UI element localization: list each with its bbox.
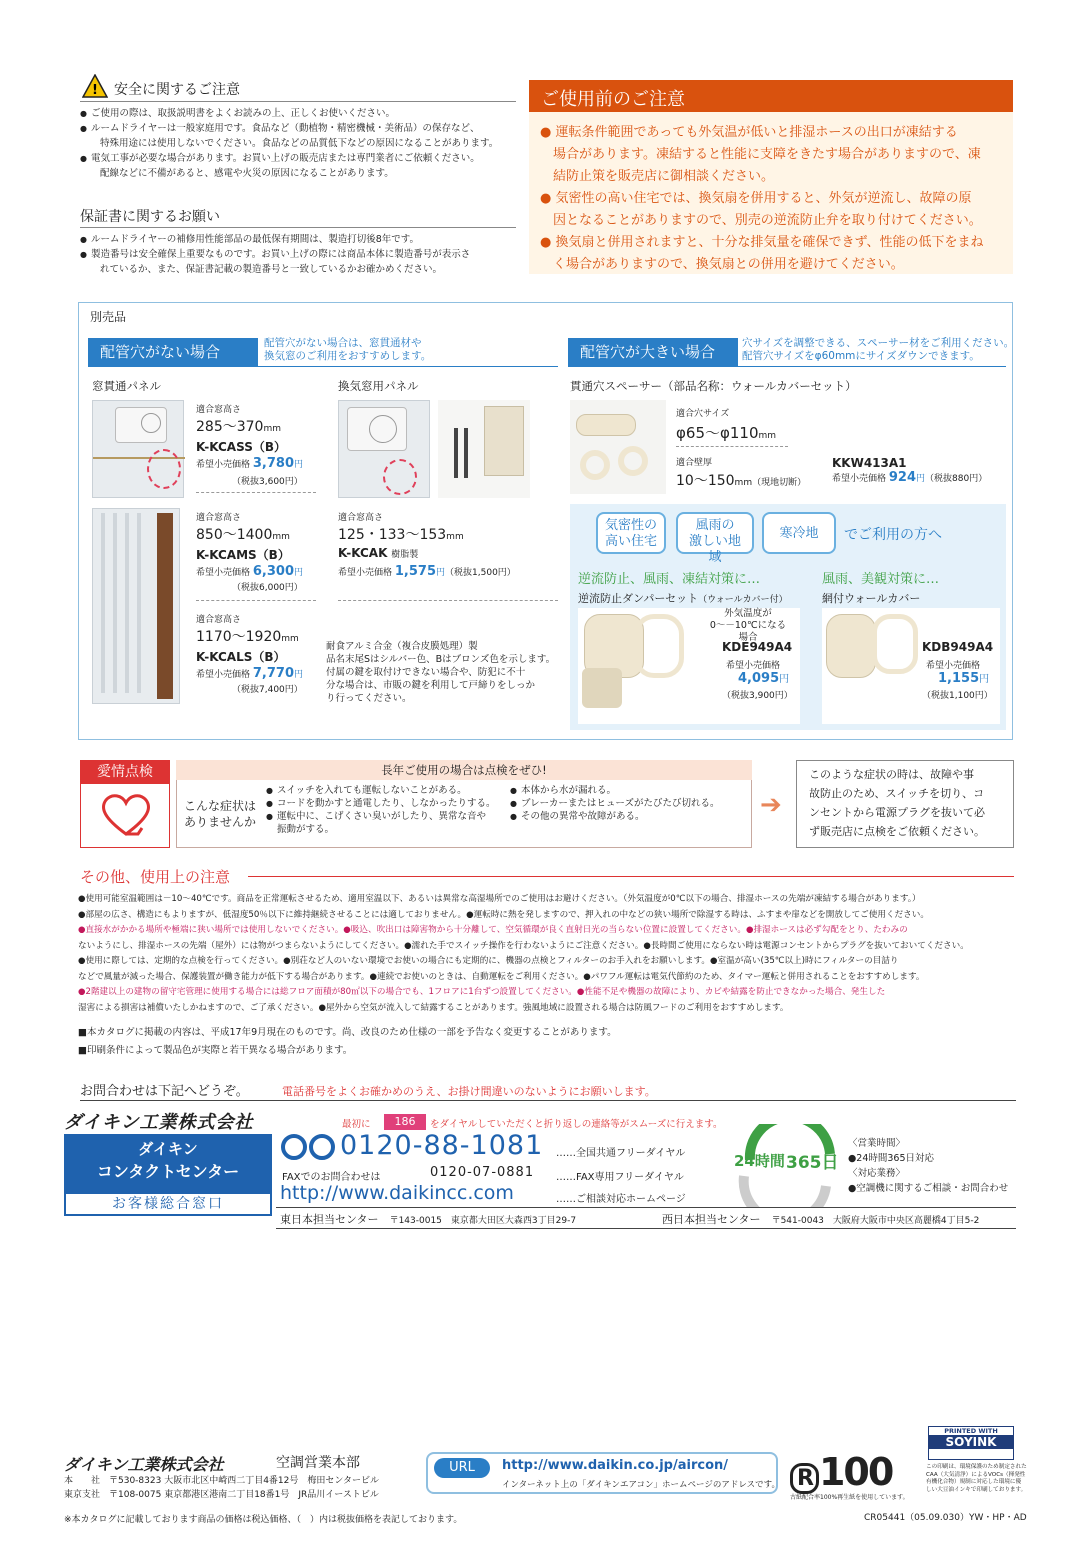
damper-model: KDE949A4 xyxy=(722,640,793,654)
precaution-list: ● 運転条件範囲であっても外気温が低いと排湿ホースの出口が凍結する 場合があります。凍結すると性能に支障をきたす場合がありますので、凍 結防止策を販売店に御相談ください。 ● 気密性の高い住宅では、換気扇を併用すると、外気が逆流し、故障の原 因となることがありますので、別売の逆流防止弁を取り付けてください。 ● 換気扇と併用されますと、十分な排気量を確保できず、性能の低下をまね く場合がありますので、換気扇との併用を避けてください。 xyxy=(540,125,984,272)
contact-center-sub: お客様総合窓口 xyxy=(66,1194,270,1214)
spacer-wall: 10〜150mm（現地切断） xyxy=(676,473,807,489)
other-title: その他、使用上の注意 xyxy=(80,868,231,886)
inspection-badge: 愛情点検 xyxy=(80,760,170,784)
kcak-parts-image xyxy=(438,400,530,498)
kcass-price: 希望小売価格 3,780円 xyxy=(196,456,304,471)
freedial-number: 0120-88-1081 xyxy=(340,1130,544,1161)
inspection-col1: ● スイッチを入れても運転しないことがある。 ● コードを動かすと通電したり、しなかったりする。 ● 運転中に、こげくさい臭いがしたり、異常な音や 振動がする。 xyxy=(266,784,506,836)
soy-note: この印刷は、環境保護のため制定された CAA（大気清浄）によるVOCs（揮発性 有機化合物）規制に対応した環境に優 しい大豆油インキで印刷しております。 xyxy=(926,1464,1027,1493)
no-hole-note: 配管穴がない場合は、窓貫通材や 換気窓のご利用をおすすめします。 xyxy=(264,337,432,362)
footer-company: ダイキン工業株式会社 xyxy=(64,1455,224,1474)
west-center: 西日本担当センター 〒541-0043 大阪府大阪市中央区高麗橋4丁目5-2 xyxy=(662,1213,980,1226)
kcals-range: 1170〜1920mm xyxy=(196,629,299,645)
kcams-image xyxy=(92,508,180,704)
other-notes: ■本カタログに掲載の内容は、平成17年9月現在のものです。尚、改良のため仕様の一部を予告なく変更することがあります。 ■印刷条件によって製品色が実際と若干異なる場合があります。 xyxy=(78,1027,617,1056)
fax-number: 0120-07-0881 xyxy=(430,1165,535,1180)
inspection-col2: ● 本体から水が漏れる。 ● ブレーカーまたはヒューズがたびたび切れる。 ● その他の異常や故障がある。 xyxy=(510,784,750,823)
tag-windy: 風雨の 激しい地域 xyxy=(676,512,754,554)
kcams-range: 850〜1400mm xyxy=(196,527,290,543)
hours-24: 24時間 xyxy=(734,1152,785,1170)
kcak-model: K-KCAK 樹脂製 xyxy=(338,546,419,560)
other-lines: ●使用可能室温範囲は－10〜40℃です。商品を正常運転させるため、適用室温以下、あるいは異常な高湿場所でのご使用はお避けください。（外気温度が0℃以下の場合、排湿ホースの先端が凍結する場合があります。） ●部屋の広さ、構造にもよりますが、低湿度50％以下に維持継続させることには適しておりません。●運転時に熱を発しますので、押入れの中などの狭い場所で除湿する時は、ふすまや扉などを開放してご使用ください。 ●直接水がかかる場所や極端に狭い場所では使用しないでください。●吸込、吹出口は障害物から十分離して、空気循環が良く直射日光の当らない位置に設置してください。●排湿ホースは必ず勾配をとり、たわみの ないようにし、排湿ホースの先端（屋外）には物がつまらないようにしてください。●濡れた手でスイッチ操作を行わないようにご注意ください。●長時間ご使用にならない時は電源コンセントからプラグを抜いておいてください。 ●使用に際しては、定期的な点検を行ってください。●別荘など人のいない環境でお使いの場合にも定期的に、機器の点検とフィルターのお手入れをお願いします。●室温が高い(35℃以上)時にフィルターの目詰り などで風量が減った場合、保護装置が働き能力が低下する場合があります。●連続でお使いのときは、自動運転をご利用ください。●パワフル運転は電気代節約のため、タイマー運転と併用されることをおすすめします。 ●2階建以上の建物の留守宅管理に使用する場合には総フロア面積が80㎡以下の場合でも、1フロアに1台ずつ設置してください。●性能不足や機器の故障により、カビや結露を防止できなかった場合、発生した 湿害による損害は補償いたしかねますので、ご了承ください。●屋外から空気が流入して結露することがあります。強風地域に設置される場合は防風フードのご利用をおすすめします。 xyxy=(78,894,969,1013)
svg-text:!: ! xyxy=(92,83,98,98)
options-title: 別売品 xyxy=(90,310,127,324)
vent-panel-title: 換気窓用パネル xyxy=(338,379,419,393)
prefix-note: をダイヤルしていただくと折り返しの連絡等がスムーズに行えます。 xyxy=(430,1119,723,1130)
kcals-model: K-KCALS（B） xyxy=(196,650,286,664)
contact-company: ダイキン工業株式会社 xyxy=(64,1112,254,1133)
warning-icon xyxy=(82,74,108,98)
damper-price: 4,095円 xyxy=(738,671,790,686)
kcass-image xyxy=(92,400,184,498)
freedial-icon xyxy=(280,1132,336,1162)
footer-url[interactable]: http://www.daikin.co.jp/aircon/ xyxy=(502,1458,729,1473)
safety-list: ● ご使用の際は、取扱説明書をよくお読みの上、正しくお使いください。 ● ルームドライヤーは一般家庭用です。食品など（動植物・精密機械・美術品）の保存など、 特殊用途には使用しないでください。食品などの品質低下などの原因になることがあります。 ● 電気工事が必要な場合があります。お買い上げの販売店または専門業者にご依頼ください。 配線などに不備があると、感電や火災の原因になることがあります。 xyxy=(80,106,520,181)
mesh-lead: 風雨、美観対策に… xyxy=(822,572,940,587)
spacer-hole-size: φ65〜φ110mm xyxy=(676,424,777,442)
warranty-list: ● ルームドライヤーの補修用性能部品の最低保有期間は、製造打切後8年です。 ● 製造番号は安全確保上重要なものです。お買い上げの際には商品本体に製造番号が表示さ れているか、また、保証書記載の製造番号と一致しているかお確かめください。 xyxy=(80,232,520,277)
kcass-model: K-KCASS（B） xyxy=(196,440,286,454)
spacer-image xyxy=(570,400,666,494)
tags-suffix: でご利用の方へ xyxy=(844,527,942,543)
east-center: 東日本担当センター 〒143-0015 東京都大田区大森西3丁目29-7 xyxy=(280,1213,577,1226)
alum-note: 耐食アルミ合金（複合皮膜処理）製 品名末尾Sはシルバー色、Bはブロンズ色を示します。 付属の鍵を取付けできない場合や、防犯に不十 分な場合は、市販の鍵を利用して戸締りをしっか り行ってください。 xyxy=(326,641,556,704)
footer-address: 本 社 〒530-8323 大阪市北区中崎西二丁目4番12号 梅田センタービル 東京支社 〒108-0075 東京都港区港南二丁目18番1号 JR品川イーストビル xyxy=(64,1476,380,1500)
kcak-range: 125・133〜153mm xyxy=(338,527,464,543)
safety-title: 安全に関するご注意 xyxy=(114,82,240,98)
kcak-image xyxy=(338,400,430,498)
contact-heading: お問合わせは下記へどうぞ。 xyxy=(80,1084,249,1099)
damper-lead: 逆流防止、風雨、凍結対策に… xyxy=(578,572,761,587)
days-365: 365日 xyxy=(786,1153,839,1173)
catalog-code: CR05441（05.09.030）YW・HP・AD xyxy=(864,1513,1027,1523)
r100-mark: R 100 xyxy=(790,1450,892,1494)
spacer-price: 希望小売価格 924円（税抜880円） xyxy=(832,470,988,485)
inspection-header: 長年ご使用の場合は点検をぜひ! xyxy=(176,760,752,780)
mesh-model: KDB949A4 xyxy=(922,640,994,654)
tag-cold: 寒冷地 xyxy=(762,512,836,554)
warranty-title: 保証書に関するお願い xyxy=(80,209,220,225)
inspection-advice: このような症状の時は、故障や事 故防止のため、スイッチを切り、コ ンセントから電源プラグを抜いて必 ず販売店に点検をご依頼ください。 xyxy=(796,760,1014,848)
tax-note: ※本カタログに記載しております商品の価格は税込価格、（ ）内は税抜価格を表記しております。 xyxy=(64,1515,463,1525)
kcak-price: 希望小売価格 1,575円（税抜1,500円） xyxy=(338,564,516,579)
tag-airtight: 気密性の 高い住宅 xyxy=(596,512,666,554)
kcams-price: 希望小売価格 6,300円 xyxy=(196,564,304,579)
spacer-model: KKW413A1 xyxy=(832,456,907,470)
contact-hours: 〈営業時間〉 ●24時間365日対応 〈対応業務〉 ●空調機に関するご相談・お問合わせ xyxy=(848,1138,1009,1194)
contact-center-box: ダイキン コンタクトセンター xyxy=(64,1134,272,1216)
heart-plug-icon xyxy=(96,790,156,840)
contact-url[interactable]: http://www.daikincc.com xyxy=(280,1182,514,1204)
kcals-price: 希望小売価格 7,770円 xyxy=(196,666,304,681)
url-badge: URL xyxy=(434,1458,490,1478)
damper-condition: 外気温度が 0〜－10℃になる場合 xyxy=(709,608,787,643)
big-hole-note: 穴サイズを調整できる、スペーサー材をご利用ください。 配管穴サイズをφ60mmにサイズダウンできます。 xyxy=(742,337,1015,362)
spacer-title: 貫通穴スペーサー（部品名称：ウォールカバーセット） xyxy=(570,379,857,393)
contact-heading-note: 電話番号をよくお確かめのうえ、お掛け間違いのないようにお願いします。 xyxy=(282,1085,656,1098)
mesh-price: 1,155円 xyxy=(938,671,990,686)
kcass-range: 285〜370mm xyxy=(196,419,281,435)
inspection-question: こんな症状は ありませんか xyxy=(183,799,256,829)
mesh-title: 網付ウォールカバー xyxy=(822,592,921,605)
precaution-title: ご使用前のご注意 xyxy=(529,80,1013,112)
prefix-186: 186 xyxy=(384,1114,426,1130)
no-hole-label: 配管穴がない場合 xyxy=(88,338,258,366)
kcams-model: K-KCAMS（B） xyxy=(196,548,290,562)
big-hole-label: 配管穴が大きい場合 xyxy=(568,338,738,366)
arrow-right-icon: ➔ xyxy=(760,790,782,820)
soy-ink-mark: PRINTED WITH SOYINK xyxy=(928,1426,1014,1460)
footer-division: 空調営業本部 xyxy=(276,1455,360,1471)
window-panel-title: 窓貫通パネル xyxy=(92,379,161,393)
damper-title: 逆流防止ダンパーセット（ウォールカバー付） xyxy=(578,592,788,605)
